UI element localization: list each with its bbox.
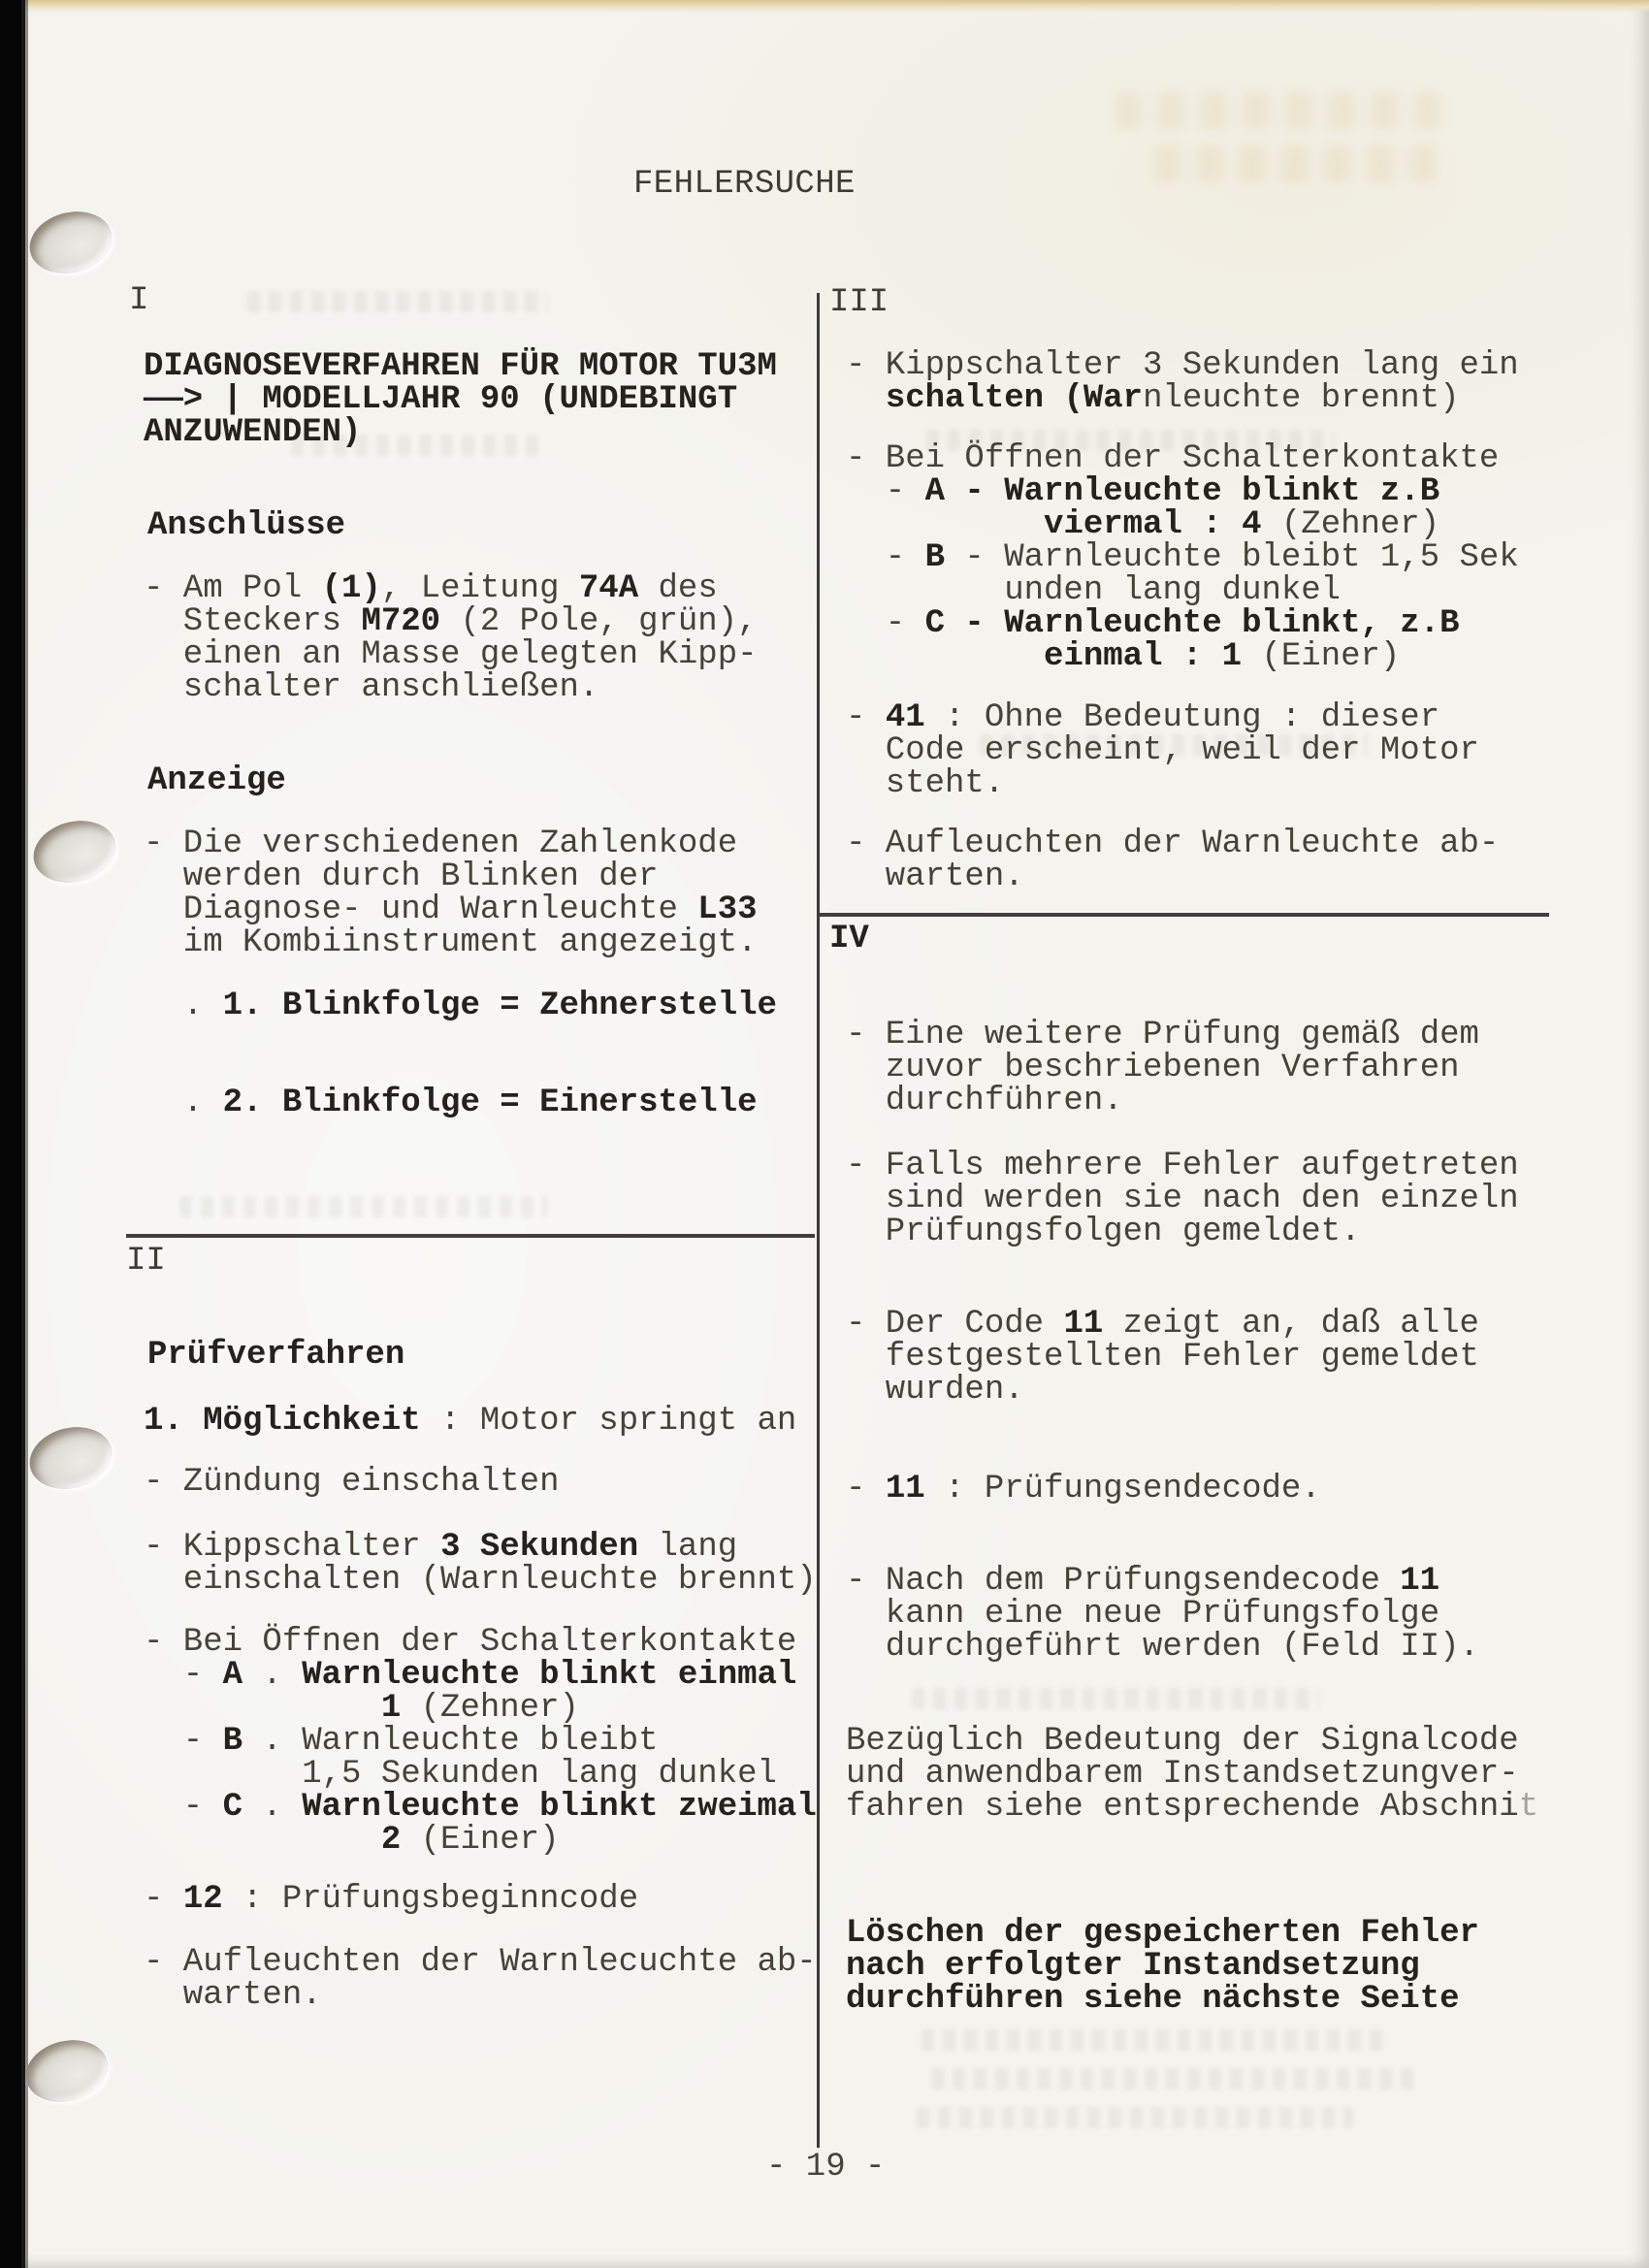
text-line: steht.: [846, 765, 1005, 802]
text-line: - Aufleuchten der Warnlecuchte ab-: [144, 1944, 817, 1981]
para-aufleuchten-ii: [144, 1946, 817, 2012]
text-line: - B - Warnleuchte bleibt 1,5 Sek: [846, 539, 1519, 576]
para-dercode11: [846, 1308, 1479, 1407]
text-line: Steckers M720 (2 Pole, grün),: [144, 603, 758, 640]
para-weitere-pruefung: [846, 1019, 1479, 1118]
heading-diagnoseverfahren: [144, 350, 777, 449]
text-line: ——> | MODELLJAHR 90 (UNDEBINGT: [144, 381, 738, 418]
text-line: 1,5 Sekunden lang dunkel: [144, 1756, 777, 1793]
bleed-through-artifact: [247, 291, 548, 312]
para-kippschalter-ii: [144, 1531, 817, 1597]
text-line: fahren siehe entsprechende Abschnit: [846, 1789, 1539, 1826]
text-line: Prüfungsfolgen gemeldet.: [846, 1214, 1361, 1250]
text-line: - B . Warnleuchte bleibt: [144, 1723, 659, 1760]
text-line: Bezüglich Bedeutung der Signalcode: [846, 1723, 1519, 1760]
section-label-iv: IV: [829, 921, 869, 957]
punch-hole: [23, 1419, 118, 1498]
text-line: - C - Warnleuchte blinkt, z.B: [846, 605, 1460, 642]
punch-hole: [19, 2032, 114, 2111]
line-moeglichkeit: [144, 1405, 796, 1438]
text-line: festgestellten Fehler gemeldet: [846, 1339, 1479, 1376]
para-zuendung: [144, 1466, 559, 1499]
section-label-iii: III: [829, 284, 889, 321]
text-line: - Kippschalter 3 Sekunden lang ein: [846, 347, 1519, 384]
bleed-through-artifact: [922, 2029, 1387, 2051]
text-line: - Falls mehrere Fehler aufgetreten: [846, 1148, 1519, 1184]
text-line: Code erscheint, weil der Motor: [846, 732, 1479, 769]
text-line: durchführen siehe nächste Seite: [846, 1981, 1460, 2018]
text-line: . 1. Blinkfolge = Zehnerstelle: [144, 988, 777, 1024]
page-number: - 19 -: [766, 2149, 886, 2186]
text-line: - Zündung einschalten: [144, 1464, 560, 1501]
column-divider: [817, 293, 820, 2148]
text-line: ANZUWENDEN): [144, 414, 362, 451]
text-line: - 12 : Prüfungsbeginncode: [144, 1881, 639, 1918]
text-line: und anwendbarem Instandsetzungver-: [846, 1756, 1519, 1793]
para-anschluesse: [144, 572, 758, 704]
text-line: wurden.: [846, 1372, 1024, 1409]
bleed-through-artifact: [912, 1688, 1319, 1709]
text-line: einschalten (Warnleuchte brennt): [144, 1562, 817, 1599]
text-line: viermal : 4 (Zehner): [1044, 506, 1440, 543]
text-line: . 2. Blinkfolge = Einerstelle: [144, 1085, 758, 1121]
bleed-through-artifact: [931, 2068, 1416, 2090]
subheading-anzeige: Anzeige: [147, 762, 286, 799]
section-divider-left: [126, 1234, 815, 1238]
bleed-through-artifact: [1116, 92, 1445, 129]
text-line: schalter anschließen.: [144, 669, 599, 706]
text-line: - Bei Öffnen der Schalterkontakte: [144, 1624, 797, 1661]
text-line: - Die verschiedenen Zahlenkode: [144, 826, 738, 862]
punch-hole: [27, 813, 122, 891]
para-aufleuchten-iii: [846, 827, 1499, 893]
text-line: - Der Code 11 zeigt an, daß alle: [846, 1306, 1479, 1343]
binder-edge-strip: [0, 0, 29, 2268]
text-line: - Nach dem Prüfungsendecode 11: [846, 1563, 1440, 1600]
subheading-anschluesse: Anschlüsse: [147, 507, 346, 544]
line-code12: [144, 1883, 638, 1916]
text-line: unden lang dunkel: [846, 572, 1342, 609]
punch-hole: [23, 204, 118, 282]
para-code41: [846, 701, 1479, 800]
text-line: durchführen.: [846, 1083, 1123, 1119]
text-line: Löschen der gespeicherten Fehler: [846, 1915, 1479, 1952]
section-label-i: I: [129, 282, 149, 319]
text-line: im Kombiinstrument angezeigt.: [144, 924, 758, 961]
para-bezueglich: [846, 1725, 1538, 1824]
text-line: - A - Warnleuchte blinkt z.B: [846, 473, 1440, 510]
text-line: - Eine weitere Prüfung gemäß dem: [846, 1017, 1479, 1053]
text-line: werden durch Blinken der: [144, 859, 659, 895]
text-line: kann eine neue Prüfungsfolge: [846, 1596, 1440, 1633]
text-line: DIAGNOSEVERFAHREN FÜR MOTOR TU3M: [144, 348, 777, 385]
line-blinkfolge-1: [144, 989, 777, 1022]
text-line: - Am Pol (1), Leitung 74A des: [144, 570, 718, 607]
text-line: zuvor beschriebenen Verfahren: [846, 1050, 1460, 1086]
para-schalterkontakte-ii: [144, 1626, 817, 1857]
para-schalterkontakte-iii: [846, 442, 1519, 673]
text-line: sind werden sie nach den einzeln: [846, 1181, 1519, 1217]
text-line: 1. Möglichkeit : Motor springt an: [144, 1403, 797, 1440]
subheading-pruefverfahren: Prüfverfahren: [147, 1337, 405, 1374]
line-blinkfolge-2: [144, 1086, 758, 1119]
text-line: einmal : 1 (Einer): [1044, 638, 1401, 675]
text-line: - Kippschalter 3 Sekunden lang: [144, 1529, 738, 1566]
para-falls-fehler: [846, 1150, 1519, 1248]
section-divider-right: [820, 913, 1549, 917]
bleed-through-artifact: [1154, 146, 1436, 182]
text-line: warten.: [144, 1977, 322, 2014]
text-line: - C . Warnleuchte blinkt zweimal: [144, 1789, 817, 1826]
text-line: - Aufleuchten der Warnleuchte ab-: [846, 826, 1500, 862]
para-nach-endecode: [846, 1565, 1479, 1664]
text-line: 2 (Einer): [380, 1822, 560, 1859]
text-line: - 41 : Ohne Bedeutung : dieser: [846, 699, 1440, 736]
scan-top-edge: [0, 0, 1649, 13]
text-line: warten.: [846, 859, 1024, 895]
para-kippschalter-iii: [846, 349, 1519, 415]
bleed-through-artifact: [179, 1196, 548, 1217]
text-line: schalten (Warnleuchte brennt): [885, 380, 1460, 417]
line-code11: [846, 1473, 1321, 1506]
text-line: durchgeführt werden (Feld II).: [846, 1629, 1479, 1666]
para-loeschen-bold: [846, 1917, 1479, 2016]
para-anzeige: [144, 827, 758, 959]
section-label-ii: II: [126, 1243, 166, 1280]
text-line: 1 (Zehner): [380, 1690, 579, 1727]
text-line: - Bei Öffnen der Schalterkontakte: [846, 440, 1500, 477]
text-line: - A . Warnleuchte blinkt einmal: [144, 1657, 797, 1694]
text-line: einen an Masse gelegten Kipp-: [144, 636, 758, 673]
text-line: Diagnose- und Warnleuchte L33: [144, 891, 758, 928]
bleed-through-artifact: [917, 2107, 1353, 2128]
text-line: - 11 : Prüfungsendecode.: [846, 1471, 1321, 1507]
page-title: FEHLERSUCHE: [633, 166, 856, 203]
text-line: nach erfolgter Instandsetzung: [846, 1948, 1420, 1985]
